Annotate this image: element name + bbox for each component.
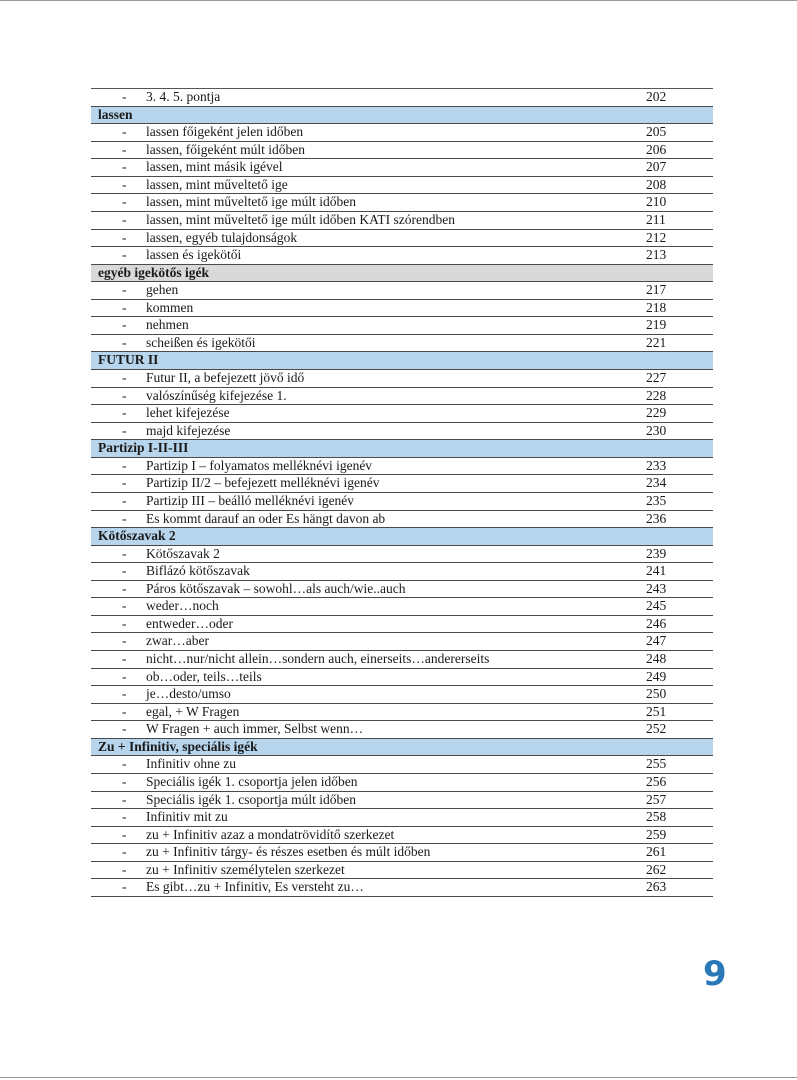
entry-label: valószínűség kifejezése 1. bbox=[146, 387, 287, 403]
entry-page-number: 205 bbox=[646, 124, 667, 140]
bullet-dash: - bbox=[122, 194, 127, 210]
entry-page-number: 263 bbox=[646, 879, 667, 895]
toc-entry bbox=[91, 194, 713, 212]
toc-entry bbox=[91, 511, 713, 529]
entry-page-number: 241 bbox=[646, 563, 667, 579]
bullet-dash: - bbox=[122, 334, 127, 350]
entry-label: Speciális igék 1. csoportja jelen időben bbox=[146, 773, 358, 789]
toc-entry bbox=[91, 142, 713, 160]
entry-label: Infinitiv ohne zu bbox=[146, 756, 236, 772]
toc-entry bbox=[91, 89, 713, 107]
entry-label: 3. 4. 5. pontja bbox=[146, 89, 221, 104]
entry-page-number: 235 bbox=[646, 492, 667, 508]
entry-label: Partizip II/2 – befejezett melléknévi igenév bbox=[146, 475, 380, 491]
entry-label: zu + Infinitiv azaz a mondatrövidítő szerkezet bbox=[146, 826, 395, 842]
entry-label: entweder…oder bbox=[146, 615, 233, 631]
bullet-dash: - bbox=[122, 791, 127, 807]
entry-page-number: 210 bbox=[646, 194, 667, 210]
bullet-dash: - bbox=[122, 229, 127, 245]
toc-entry bbox=[91, 247, 713, 265]
toc-entry bbox=[91, 388, 713, 406]
toc-entry bbox=[91, 598, 713, 616]
toc-entry bbox=[91, 809, 713, 827]
entry-page-number: 257 bbox=[646, 791, 667, 807]
entry-page-number: 227 bbox=[646, 370, 667, 385]
entry-label: W Fragen + auch immer, Selbst wenn… bbox=[146, 721, 364, 737]
entry-page-number: 250 bbox=[646, 686, 667, 702]
bullet-dash: - bbox=[122, 211, 127, 227]
toc-entry bbox=[91, 317, 713, 335]
section-title: egyéb igekötős igék bbox=[98, 264, 209, 280]
toc-entry bbox=[91, 405, 713, 423]
toc-entry bbox=[91, 721, 713, 739]
entry-label: lassen főigeként jelen időben bbox=[146, 124, 304, 140]
entry-label: lassen, mint műveltető ige bbox=[146, 176, 288, 192]
toc-entry bbox=[91, 879, 713, 897]
bullet-dash: - bbox=[122, 510, 127, 526]
bullet-dash: - bbox=[122, 159, 127, 175]
entry-page-number: 213 bbox=[646, 247, 667, 263]
toc-entry bbox=[91, 827, 713, 845]
bullet-dash: - bbox=[122, 756, 127, 772]
toc-section-header bbox=[91, 352, 713, 370]
entry-page-number: 243 bbox=[646, 580, 667, 596]
toc-entry bbox=[91, 124, 713, 142]
toc-entry bbox=[91, 844, 713, 862]
toc-entry bbox=[91, 546, 713, 564]
toc-entry bbox=[91, 230, 713, 248]
entry-label: lassen, mint másik igével bbox=[146, 159, 283, 175]
entry-label: zu + Infinitiv tárgy- és részes esetben és múlt időben bbox=[146, 844, 431, 860]
entry-page-number: 228 bbox=[646, 387, 667, 403]
bullet-dash: - bbox=[122, 703, 127, 719]
bullet-dash: - bbox=[122, 668, 127, 684]
bullet-dash: - bbox=[122, 405, 127, 421]
toc-entry bbox=[91, 616, 713, 634]
entry-label: nehmen bbox=[146, 317, 189, 333]
entry-label: Infinitiv mit zu bbox=[146, 809, 228, 825]
toc-entry bbox=[91, 282, 713, 300]
entry-label: Futur II, a befejezett jövő idő bbox=[146, 370, 305, 385]
bullet-dash: - bbox=[122, 879, 127, 895]
entry-label: egal, + W Fragen bbox=[146, 703, 240, 719]
entry-label: lassen, mint műveltető ige múlt időben KATI szórendben bbox=[146, 211, 455, 227]
toc-entry bbox=[91, 475, 713, 493]
bullet-dash: - bbox=[122, 844, 127, 860]
section-title: lassen bbox=[98, 106, 133, 122]
entry-page-number: 258 bbox=[646, 809, 667, 825]
toc-section-header bbox=[91, 739, 713, 757]
entry-label: lassen, mint műveltető ige múlt időben bbox=[146, 194, 356, 210]
entry-label: gehen bbox=[146, 282, 179, 298]
toc-entry bbox=[91, 686, 713, 704]
entry-label: majd kifejezése bbox=[146, 422, 231, 438]
entry-page-number: 252 bbox=[646, 721, 667, 737]
toc-entry bbox=[91, 774, 713, 792]
toc-entry bbox=[91, 177, 713, 195]
entry-page-number: 259 bbox=[646, 826, 667, 842]
toc-entry bbox=[91, 633, 713, 651]
entry-page-number: 230 bbox=[646, 422, 667, 438]
bullet-dash: - bbox=[122, 721, 127, 737]
bullet-dash: - bbox=[122, 492, 127, 508]
toc-entry bbox=[91, 669, 713, 687]
bullet-dash: - bbox=[122, 651, 127, 666]
entry-page-number: 255 bbox=[646, 756, 667, 772]
entry-label: Partizip I – folyamatos melléknévi igenév bbox=[146, 457, 373, 473]
section-title: Kötőszavak 2 bbox=[98, 528, 176, 544]
toc-section-header bbox=[91, 107, 713, 125]
entry-page-number: 248 bbox=[646, 651, 667, 666]
toc-entry bbox=[91, 581, 713, 599]
entry-page-number: 249 bbox=[646, 668, 667, 684]
entry-label: scheißen és igekötői bbox=[146, 334, 256, 350]
entry-label: Kötőszavak 2 bbox=[146, 545, 220, 561]
entry-label: Biflázó kötőszavak bbox=[146, 563, 250, 579]
entry-page-number: 236 bbox=[646, 510, 667, 526]
toc-entry bbox=[91, 159, 713, 177]
entry-page-number: 251 bbox=[646, 703, 667, 719]
toc-entry bbox=[91, 370, 713, 388]
entry-page-number: 239 bbox=[646, 545, 667, 561]
bullet-dash: - bbox=[122, 598, 127, 614]
section-title: Partizip I-II-III bbox=[98, 440, 189, 456]
entry-page-number: 212 bbox=[646, 229, 667, 245]
entry-page-number: 233 bbox=[646, 457, 667, 473]
toc-entry bbox=[91, 862, 713, 880]
toc-entry bbox=[91, 563, 713, 581]
toc-section-header bbox=[91, 440, 713, 458]
toc-entry bbox=[91, 493, 713, 511]
bullet-dash: - bbox=[122, 89, 127, 104]
bullet-dash: - bbox=[122, 370, 127, 385]
bullet-dash: - bbox=[122, 247, 127, 263]
bullet-dash: - bbox=[122, 633, 127, 649]
page-top-edge bbox=[0, 0, 797, 1]
bullet-dash: - bbox=[122, 282, 127, 298]
entry-page-number: 219 bbox=[646, 317, 667, 333]
bullet-dash: - bbox=[122, 176, 127, 192]
entry-label: kommen bbox=[146, 299, 194, 315]
table-of-contents bbox=[91, 88, 713, 897]
bullet-dash: - bbox=[122, 580, 127, 596]
entry-page-number: 202 bbox=[646, 89, 667, 104]
entry-label: nicht…nur/nicht allein…sondern auch, einerseits…andererseits bbox=[146, 651, 490, 666]
entry-page-number: 229 bbox=[646, 405, 667, 421]
entry-page-number: 262 bbox=[646, 861, 667, 877]
entry-label: lassen, főigeként múlt időben bbox=[146, 141, 305, 157]
bullet-dash: - bbox=[122, 457, 127, 473]
toc-section-header bbox=[91, 265, 713, 283]
entry-label: weder…noch bbox=[146, 598, 219, 614]
bullet-dash: - bbox=[122, 124, 127, 140]
toc-entry bbox=[91, 423, 713, 441]
entry-label: lassen, egyéb tulajdonságok bbox=[146, 229, 298, 245]
bullet-dash: - bbox=[122, 809, 127, 825]
entry-page-number: 256 bbox=[646, 773, 667, 789]
bullet-dash: - bbox=[122, 141, 127, 157]
entry-page-number: 221 bbox=[646, 334, 667, 350]
page-bottom-edge bbox=[0, 1077, 797, 1078]
entry-label: lassen és igekötői bbox=[146, 247, 242, 263]
bullet-dash: - bbox=[122, 387, 127, 403]
toc-section-header bbox=[91, 528, 713, 546]
bullet-dash: - bbox=[122, 299, 127, 315]
section-title: FUTUR II bbox=[98, 352, 159, 368]
entry-label: zu + Infinitiv személytelen szerkezet bbox=[146, 861, 345, 877]
bullet-dash: - bbox=[122, 861, 127, 877]
toc-entry bbox=[91, 458, 713, 476]
toc-entry bbox=[91, 792, 713, 810]
bullet-dash: - bbox=[122, 615, 127, 631]
entry-page-number: 234 bbox=[646, 475, 667, 491]
entry-label: Es gibt…zu + Infinitiv, Es versteht zu… bbox=[146, 879, 364, 895]
entry-page-number: 206 bbox=[646, 141, 667, 157]
entry-page-number: 261 bbox=[646, 844, 667, 860]
section-title: Zu + Infinitiv, speciális igék bbox=[98, 738, 258, 754]
toc-entry bbox=[91, 212, 713, 230]
bullet-dash: - bbox=[122, 422, 127, 438]
entry-label: ob…oder, teils…teils bbox=[146, 668, 262, 684]
bullet-dash: - bbox=[122, 545, 127, 561]
entry-label: je…desto/umso bbox=[146, 686, 231, 702]
entry-page-number: 208 bbox=[646, 176, 667, 192]
bullet-dash: - bbox=[122, 773, 127, 789]
entry-label: Speciális igék 1. csoportja múlt időben bbox=[146, 791, 356, 807]
entry-label: zwar…aber bbox=[146, 633, 209, 649]
bullet-dash: - bbox=[122, 317, 127, 333]
entry-page-number: 247 bbox=[646, 633, 667, 649]
bullet-dash: - bbox=[122, 686, 127, 702]
entry-page-number: 211 bbox=[646, 211, 666, 227]
toc-entry bbox=[91, 335, 713, 353]
entry-page-number: 217 bbox=[646, 282, 667, 298]
bullet-dash: - bbox=[122, 826, 127, 842]
entry-label: Es kommt darauf an oder Es hängt davon ab bbox=[146, 510, 386, 526]
toc-entry bbox=[91, 704, 713, 722]
entry-label: lehet kifejezése bbox=[146, 405, 230, 421]
entry-page-number: 218 bbox=[646, 299, 667, 315]
entry-page-number: 246 bbox=[646, 615, 667, 631]
page-number: 9 bbox=[703, 954, 727, 994]
toc-entry bbox=[91, 756, 713, 774]
bullet-dash: - bbox=[122, 563, 127, 579]
entry-label: Páros kötőszavak – sowohl…als auch/wie..auch bbox=[146, 580, 406, 596]
entry-page-number: 207 bbox=[646, 159, 667, 175]
bullet-dash: - bbox=[122, 475, 127, 491]
entry-page-number: 245 bbox=[646, 598, 667, 614]
toc-entry bbox=[91, 300, 713, 318]
toc-entry bbox=[91, 651, 713, 669]
entry-label: Partizip III – beálló melléknévi igenév bbox=[146, 492, 355, 508]
